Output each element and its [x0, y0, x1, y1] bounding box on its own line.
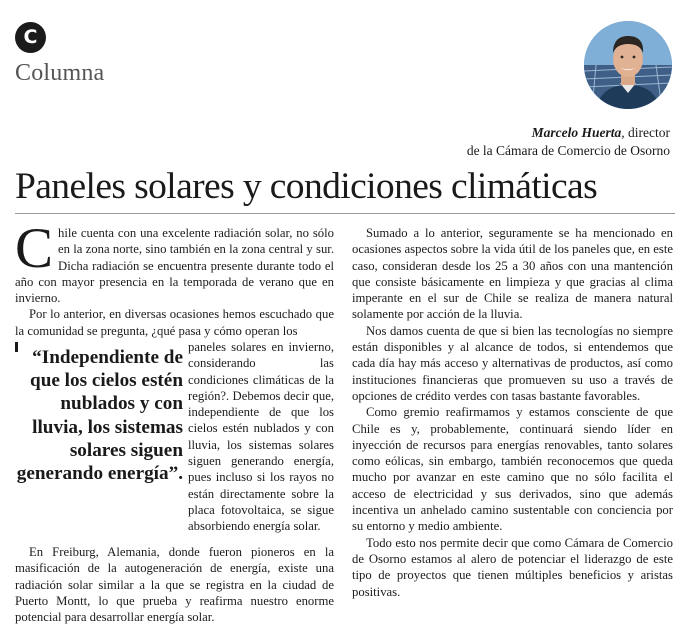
- paragraph-2-continued: paneles solares en invierno, considerando las condiciones climáticas de la región?. Debemos decir que, independiente de que los cielos estén nublados y con lluvia, los sistemas solares siguen generando energía, pues incluso si los rayos no están directamente sobre la placa fotovoltaica, se sigue absorbiendo energía solar.: [188, 340, 334, 534]
- left-column-narrow: [188, 339, 334, 535]
- author-line1: [467, 124, 670, 142]
- section-label: Columna: [15, 60, 105, 86]
- author-organization: de la Cámara de Comercio de Osorno: [466, 143, 670, 158]
- author-avatar: [584, 21, 672, 109]
- drop-cap: C: [15, 217, 54, 280]
- author-portrait-icon: [584, 21, 672, 109]
- column-badge: C: [15, 22, 46, 53]
- title-divider: [15, 213, 675, 214]
- pull-quote: “Independiente de que los cielos estén nublados y con lluvia, los sistemas solares siguen generando energía”.: [16, 347, 183, 485]
- author-name: Marcelo Huerta: [531, 125, 622, 140]
- article-title: Paneles solares y condiciones climáticas: [15, 166, 598, 207]
- paragraph-7: Todo esto nos permite decir que como Cámara de Comercio de Osorno estamos al alero de potenciar el liderazgo de este tipo de proyectos que tienen múltiples beneficios y aristas positivas.: [352, 535, 673, 599]
- author-role: , director: [621, 125, 670, 140]
- right-column: [352, 225, 673, 600]
- left-column-top: [15, 217, 334, 339]
- paragraph-5: Nos damos cuenta de que si bien las tecnologías no siempre están disponibles y al alcance de todos, si entendemos que cada día hay más acceso y alternativas de productos, así como instituciones financieras que promueven su uso a través de opciones de crédito verdes con tasas bastante favorables.: [352, 323, 673, 403]
- paragraph-3: En Freiburg, Alemania, donde fueron pioneros en la masificación de la autogeneración de energía, existe una radiación solar similar a la que se registra en la ciudad de Puerto Montt, lo que prueba y reafirma nuestro enorme potencial para desarrollar energía solar.: [15, 545, 334, 625]
- author-byline: [467, 124, 670, 160]
- paragraph-6: Como gremio reafirmamos y estamos consciente de que Chile es y, probablemente, continuará siendo líder en inyección de recursos para energías renovables, tanto solares como eólicas, sin embargo, también reconocemos que queda mucho por avanzar en este camino que no sólo facilita el acceso de electricidad y sus derivados, sino que además incentiva un anhelado camino sustentable con conciencia por su entorno y medio ambiente.: [352, 405, 673, 534]
- paragraph-1: [15, 217, 334, 306]
- paragraph-2: Por lo anterior, en diversas ocasiones hemos escuchado que la comunidad se pregunta, ¿qué pasa y cómo operan los: [15, 307, 334, 338]
- paragraph-1-text: hile cuenta con una excelente radiación solar, no sólo en la zona norte, sino también en la zona central y sur. Dicha radiación se encuentra presente durante todo el año con mayor presencia en la temporada de verano que en invierno.: [15, 226, 334, 306]
- left-column-bottom: [15, 544, 334, 625]
- paragraph-4: Sumado a lo anterior, seguramente se ha mencionado en ocasiones aspectos sobre la vida útil de los paneles que, en este caso, consideran desde los 25 a 30 años con una mantención que consiste básicamente en limpieza y que gracias al clima imperante en el sur de Chile se realiza de manera natural solamente por acción de la lluvia.: [352, 226, 673, 322]
